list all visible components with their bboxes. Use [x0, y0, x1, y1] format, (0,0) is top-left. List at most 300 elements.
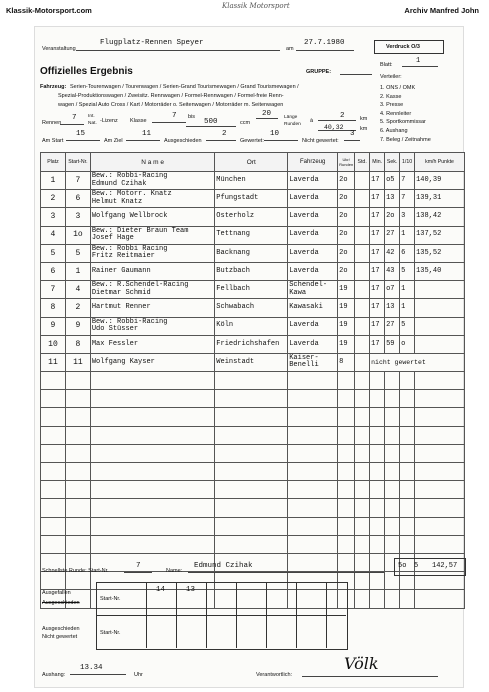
- table-row: [41, 172, 465, 190]
- km-label-1: km: [360, 116, 368, 122]
- cell-name: [90, 353, 214, 371]
- verteiler-label: Verteiler:: [380, 74, 402, 80]
- verdruck-box: Verdruck O/3: [386, 44, 420, 50]
- cell-fzg: Laverda: [288, 335, 338, 353]
- cell-min: 17: [370, 317, 385, 335]
- cell-zt: 3: [400, 208, 415, 226]
- empty-cell: [370, 463, 385, 481]
- empty-row: [41, 463, 465, 481]
- date-label: am: [286, 46, 294, 52]
- ausgefallen-sub: Ausgeschieden: [42, 600, 80, 606]
- empty-cell: [355, 572, 370, 590]
- empty-cell: [370, 426, 385, 444]
- cell-kmh: 135,40: [415, 262, 465, 280]
- col-tenth: 1/10: [400, 153, 415, 172]
- ausgeschieden-label: Ausgeschieden: [164, 138, 202, 144]
- cell-name: [90, 172, 214, 190]
- empty-row: [41, 499, 465, 517]
- am-ziel-value: 11: [142, 130, 152, 138]
- empty-cell: [400, 517, 415, 535]
- cell-std: [355, 226, 370, 244]
- empty-cell: [288, 372, 338, 390]
- bis-value: 500: [204, 118, 218, 126]
- empty-cell: [41, 481, 66, 499]
- rider-name: Udo Stüsser: [91, 325, 139, 334]
- empty-cell: [65, 572, 90, 590]
- col-std: Std.: [355, 153, 370, 172]
- table-row: [41, 244, 465, 262]
- schnellste-label: Schnellste Runde: Start-Nr.: [42, 568, 109, 574]
- cell-std: [355, 281, 370, 299]
- cell-std: [355, 172, 370, 190]
- col-kmh: km/h Punkte: [415, 153, 465, 172]
- empty-cell: [355, 535, 370, 553]
- runden-label: Runden: [284, 122, 301, 127]
- col-min: Min.: [370, 153, 385, 172]
- bis-label: bis: [188, 114, 196, 120]
- empty-cell: [400, 481, 415, 499]
- cell-rd: 19: [338, 335, 355, 353]
- empty-cell: [65, 426, 90, 444]
- ausgefallen-nr-1: 14: [156, 586, 166, 594]
- schnellste-name-label: Name:: [166, 568, 183, 574]
- cell-ort: Köln: [215, 317, 288, 335]
- empty-cell: [385, 408, 400, 426]
- empty-cell: [415, 390, 465, 408]
- table-row: [41, 208, 465, 226]
- empty-cell: [338, 408, 355, 426]
- cell-fzg: Kaiser- Benelli: [288, 353, 338, 371]
- empty-cell: [41, 517, 66, 535]
- cell-name: [90, 226, 214, 244]
- rider-name: Edmund Czihak: [91, 179, 147, 188]
- empty-cell: [90, 535, 214, 553]
- empty-cell: [355, 590, 370, 608]
- empty-row: [41, 390, 465, 408]
- empty-cell: [215, 390, 288, 408]
- empty-cell: [415, 535, 465, 553]
- empty-cell: [90, 463, 214, 481]
- empty-cell: [400, 408, 415, 426]
- aushang-label: Aushang:: [42, 672, 66, 678]
- empty-cell: [370, 572, 385, 590]
- rider-name: Rainer Gaumann: [91, 266, 151, 275]
- cell-nr: 2: [65, 299, 90, 317]
- cell-nr: 6: [65, 190, 90, 208]
- cell-nr: 4: [65, 281, 90, 299]
- empty-cell: [370, 372, 385, 390]
- cell-nr: 5: [65, 244, 90, 262]
- am-start-value: 15: [76, 130, 86, 138]
- laenge-value: 20: [262, 110, 272, 118]
- empty-cell: [355, 444, 370, 462]
- cell-name: [90, 281, 214, 299]
- empty-row: [41, 481, 465, 499]
- rider-name: Hartmut Renner: [91, 303, 151, 312]
- empty-cell: [90, 444, 214, 462]
- ausgeschieden-startnr-label: Start-Nr.: [100, 630, 121, 636]
- cell-kmh: 135,52: [415, 244, 465, 262]
- empty-cell: [338, 426, 355, 444]
- empty-cell: [288, 499, 338, 517]
- cell-name: [90, 317, 214, 335]
- col-fahrzeug: Fahrzeug: [288, 153, 338, 172]
- cell-zt: 1: [400, 299, 415, 317]
- cell-zt: 7: [400, 172, 415, 190]
- cell-zt: 7: [400, 190, 415, 208]
- empty-cell: [355, 517, 370, 535]
- entrant-line: Bew.: Robbi-Racing: [91, 317, 168, 326]
- empty-cell: [400, 590, 415, 608]
- results-table: [40, 152, 465, 609]
- cell-ort: Fellbach: [215, 281, 288, 299]
- cell-kmh: [415, 317, 465, 335]
- empty-cell: [400, 499, 415, 517]
- empty-cell: [355, 372, 370, 390]
- rennen-label: Rennen: [42, 120, 62, 126]
- ausfall-box: [96, 582, 348, 650]
- empty-cell: [370, 517, 385, 535]
- cell-sek: 27: [385, 226, 400, 244]
- cell-min: 17: [370, 262, 385, 280]
- empty-cell: [415, 444, 465, 462]
- entrant-line: Bew.: R.Schendel-Racing: [91, 281, 189, 290]
- empty-cell: [215, 372, 288, 390]
- cell-std: [355, 299, 370, 317]
- empty-cell: [215, 426, 288, 444]
- ausgefallen-label: Ausgefallen: [42, 590, 71, 596]
- rider-name: Helmut Knatz: [91, 197, 143, 206]
- empty-cell: [288, 481, 338, 499]
- cell-rd: 19: [338, 317, 355, 335]
- table-header-row: [41, 153, 465, 172]
- empty-cell: [400, 426, 415, 444]
- col-runden: Ukr/ Runden: [338, 153, 355, 172]
- entrant-line: Bew.: Motorr. Knatz: [91, 190, 172, 199]
- cell-kmh: [415, 299, 465, 317]
- empty-cell: [338, 499, 355, 517]
- col-startnr: Start-Nr.: [65, 153, 90, 172]
- cell-fzg: Laverda: [288, 244, 338, 262]
- empty-cell: [385, 590, 400, 608]
- cell-sek: 13: [385, 299, 400, 317]
- empty-cell: [288, 426, 338, 444]
- km-total: 40,32: [324, 124, 344, 131]
- km-per-lap: 2: [340, 112, 345, 120]
- table-row: [41, 262, 465, 280]
- empty-cell: [400, 444, 415, 462]
- schnellste-sek: 5o: [398, 562, 407, 570]
- ausgefallen-startnr-label: Start-Nr.: [100, 596, 121, 602]
- empty-cell: [90, 426, 214, 444]
- lizenz-nat: Nat.: [88, 121, 97, 126]
- cell-fzg: Laverda: [288, 226, 338, 244]
- cell-fzg: Laverda: [288, 262, 338, 280]
- cell-std: [355, 317, 370, 335]
- entrant-line: Bew.: Robbi-Racing: [91, 172, 168, 181]
- empty-cell: [65, 372, 90, 390]
- cell-sek: o5: [385, 172, 400, 190]
- event-label: Veranstaltung: [42, 46, 76, 52]
- cell-rd: 2o: [338, 262, 355, 280]
- empty-cell: [385, 481, 400, 499]
- lizenz-int: Int.: [88, 114, 95, 119]
- cell-sek: 13: [385, 190, 400, 208]
- empty-cell: [65, 390, 90, 408]
- cell-name: [90, 208, 214, 226]
- empty-cell: [65, 444, 90, 462]
- cell-rd: 2o: [338, 172, 355, 190]
- rider-name: Wolfgang Wellbrock: [91, 212, 168, 221]
- cell-name: [90, 244, 214, 262]
- table-row: [41, 190, 465, 208]
- table-row: [41, 299, 465, 317]
- empty-cell: [385, 390, 400, 408]
- cell-kmh: [415, 335, 465, 353]
- empty-cell: [355, 499, 370, 517]
- cell-name: [90, 335, 214, 353]
- uhr-label: Uhr: [134, 672, 143, 678]
- cell-rd: 19: [338, 299, 355, 317]
- cell-platz: 6: [41, 262, 66, 280]
- cell-platz: 2: [41, 190, 66, 208]
- empty-cell: [215, 444, 288, 462]
- empty-cell: [355, 408, 370, 426]
- blatt-label: Blatt:: [380, 62, 393, 68]
- cell-nr: 1: [65, 262, 90, 280]
- site-name: Klassik-Motorsport.com: [6, 6, 92, 15]
- empty-cell: [415, 372, 465, 390]
- cell-nr: 7: [65, 172, 90, 190]
- schnellste-kmh: 142,57: [432, 562, 458, 570]
- cell-kmh: 138,42: [415, 208, 465, 226]
- cell-fzg: Laverda: [288, 317, 338, 335]
- empty-row: [41, 408, 465, 426]
- cell-sek: 2o: [385, 208, 400, 226]
- cell-rd: 2o: [338, 244, 355, 262]
- rider-name: Fritz Reitmaier: [91, 252, 155, 261]
- cell-fzg: Kawasaki: [288, 299, 338, 317]
- cell-std: [355, 208, 370, 226]
- rider-name: Josef Hage: [91, 234, 134, 243]
- cell-sek: 42: [385, 244, 400, 262]
- rider-name: Dietmar Schmid: [91, 288, 151, 297]
- empty-cell: [385, 444, 400, 462]
- ausgefallen-nr-2: 13: [186, 586, 196, 594]
- fahrzeug-line-1: Serien-Tourenwagen / Tourenwagen / Serien-Grand Tourismewagen / Grand Tourismewagen /: [70, 84, 299, 90]
- cell-min: nicht gewertet: [370, 353, 465, 371]
- empty-cell: [355, 463, 370, 481]
- empty-cell: [385, 517, 400, 535]
- empty-cell: [385, 499, 400, 517]
- cell-name: [90, 190, 214, 208]
- cell-nr: 8: [65, 335, 90, 353]
- empty-cell: [385, 372, 400, 390]
- cell-platz: 3: [41, 208, 66, 226]
- ausgeschieden-footer-label: Ausgeschieden: [42, 626, 80, 632]
- empty-cell: [338, 517, 355, 535]
- empty-cell: [370, 590, 385, 608]
- col-ort: Ort: [215, 153, 288, 172]
- cell-ort: Butzbach: [215, 262, 288, 280]
- cell-min: 17: [370, 226, 385, 244]
- empty-cell: [41, 372, 66, 390]
- cell-nr: 1o: [65, 226, 90, 244]
- x-label: à: [310, 118, 314, 124]
- cell-std: [355, 353, 370, 371]
- empty-cell: [288, 444, 338, 462]
- cell-fzg: Schendel- Kawa: [288, 281, 338, 299]
- verteiler-list: 1. ONS / OMK 2. Kasse 3. Presse 4. Rennleiter 5. Sportkommissar 6. Aushang 7. Beleg / Zeitnahme: [380, 85, 431, 143]
- results-body: [41, 172, 465, 609]
- fahrzeug-label: Fahrzeug:: [40, 84, 67, 90]
- event-name: Flugplatz-Rennen Speyer: [100, 39, 204, 47]
- cell-min: 17: [370, 190, 385, 208]
- table-row: [41, 335, 465, 353]
- signature: Völk: [344, 654, 379, 673]
- nicht-gewertet-footer-label: Nicht gewertet: [42, 634, 78, 640]
- cell-rd: 8: [338, 353, 355, 371]
- cell-min: 17: [370, 172, 385, 190]
- cell-zt: o: [400, 335, 415, 353]
- gruppe-line: [340, 66, 372, 75]
- empty-cell: [370, 499, 385, 517]
- cell-platz: 10: [41, 335, 66, 353]
- empty-cell: [90, 372, 214, 390]
- cell-platz: 5: [41, 244, 66, 262]
- schnellste-nr: 7: [136, 562, 141, 570]
- table-row: [41, 226, 465, 244]
- empty-cell: [90, 499, 214, 517]
- empty-cell: [90, 517, 214, 535]
- empty-cell: [355, 390, 370, 408]
- cell-std: [355, 262, 370, 280]
- empty-row: [41, 372, 465, 390]
- empty-row: [41, 517, 465, 535]
- cell-name: [90, 299, 214, 317]
- table-row: [41, 353, 465, 371]
- empty-row: [41, 444, 465, 462]
- cell-ort: München: [215, 172, 288, 190]
- nicht-gewertet-label: Nicht gewertet:: [302, 138, 339, 144]
- schnellste-tenth: 5: [414, 562, 419, 570]
- empty-cell: [288, 408, 338, 426]
- empty-cell: [370, 481, 385, 499]
- nicht-gewertet-value: 3: [350, 130, 355, 138]
- cell-rd: 2o: [338, 208, 355, 226]
- cell-fzg: Laverda: [288, 172, 338, 190]
- archive-credit: Archiv Manfred John: [404, 6, 479, 15]
- empty-cell: [415, 481, 465, 499]
- cell-std: [355, 335, 370, 353]
- cell-min: 17: [370, 208, 385, 226]
- col-platz: Platz: [41, 153, 66, 172]
- cell-platz: 11: [41, 353, 66, 371]
- cell-sek: 43: [385, 262, 400, 280]
- empty-cell: [385, 535, 400, 553]
- cell-platz: 1: [41, 172, 66, 190]
- empty-cell: [65, 408, 90, 426]
- cell-zt: 1: [400, 226, 415, 244]
- cell-ort: Osterholz: [215, 208, 288, 226]
- am-ziel-label: Am Ziel: [104, 138, 123, 144]
- empty-cell: [338, 535, 355, 553]
- col-name: N a m e: [90, 153, 214, 172]
- empty-cell: [65, 463, 90, 481]
- empty-cell: [215, 499, 288, 517]
- cell-zt: 5: [400, 262, 415, 280]
- empty-cell: [288, 517, 338, 535]
- gruppe-label: GRUPPE:: [306, 69, 332, 75]
- cell-min: 17: [370, 281, 385, 299]
- empty-cell: [215, 535, 288, 553]
- empty-row: [41, 535, 465, 553]
- empty-cell: [41, 426, 66, 444]
- empty-cell: [41, 572, 66, 590]
- entrant-line: Bew.: Robbi Racing: [91, 244, 168, 253]
- verantwortlich-label: Verantwortlich:: [256, 672, 293, 678]
- empty-cell: [400, 390, 415, 408]
- empty-cell: [415, 590, 465, 608]
- cell-kmh: 140,39: [415, 172, 465, 190]
- empty-cell: [370, 408, 385, 426]
- schnellste-name: Edmund Czihak: [194, 562, 253, 570]
- cell-nr: 11: [65, 353, 90, 371]
- entrant-line: Bew.: Dieter Braun Team: [91, 226, 189, 235]
- cell-ort: Friedrichshafen: [215, 335, 288, 353]
- cell-ort: Weinstadt: [215, 353, 288, 371]
- rider-name: Wolfgang Kayser: [91, 357, 155, 366]
- blatt-value: 1: [416, 57, 421, 65]
- empty-cell: [41, 499, 66, 517]
- empty-cell: [215, 481, 288, 499]
- cell-fzg: Laverda: [288, 190, 338, 208]
- empty-cell: [41, 390, 66, 408]
- empty-cell: [415, 517, 465, 535]
- cell-rd: 19: [338, 281, 355, 299]
- km-label-2: km: [360, 126, 368, 132]
- empty-cell: [65, 481, 90, 499]
- cell-platz: 9: [41, 317, 66, 335]
- cell-platz: 4: [41, 226, 66, 244]
- cell-std: [355, 244, 370, 262]
- cell-ort: Pfungstadt: [215, 190, 288, 208]
- fahrzeug-line-3: wagen / Spezial Auto Cross / Kart / Motorräder o. Seitenwagen / Motorräder m. Seitenwagen: [58, 102, 284, 108]
- empty-cell: [370, 444, 385, 462]
- empty-cell: [215, 408, 288, 426]
- klasse-value: 7: [172, 112, 177, 120]
- ccm-label: ccm: [240, 120, 251, 126]
- empty-cell: [415, 408, 465, 426]
- cell-ort: Tettnang: [215, 226, 288, 244]
- cell-sek: 27: [385, 317, 400, 335]
- empty-cell: [415, 463, 465, 481]
- empty-cell: [65, 499, 90, 517]
- klasse-label: Klasse: [130, 118, 147, 124]
- cell-name: [90, 262, 214, 280]
- rennen-value: 7: [72, 114, 77, 122]
- table-row: [41, 281, 465, 299]
- cell-nr: 3: [65, 208, 90, 226]
- empty-cell: [338, 463, 355, 481]
- empty-cell: [65, 517, 90, 535]
- cell-nr: 9: [65, 317, 90, 335]
- empty-cell: [338, 481, 355, 499]
- empty-cell: [415, 499, 465, 517]
- empty-cell: [288, 390, 338, 408]
- empty-cell: [90, 408, 214, 426]
- empty-cell: [338, 372, 355, 390]
